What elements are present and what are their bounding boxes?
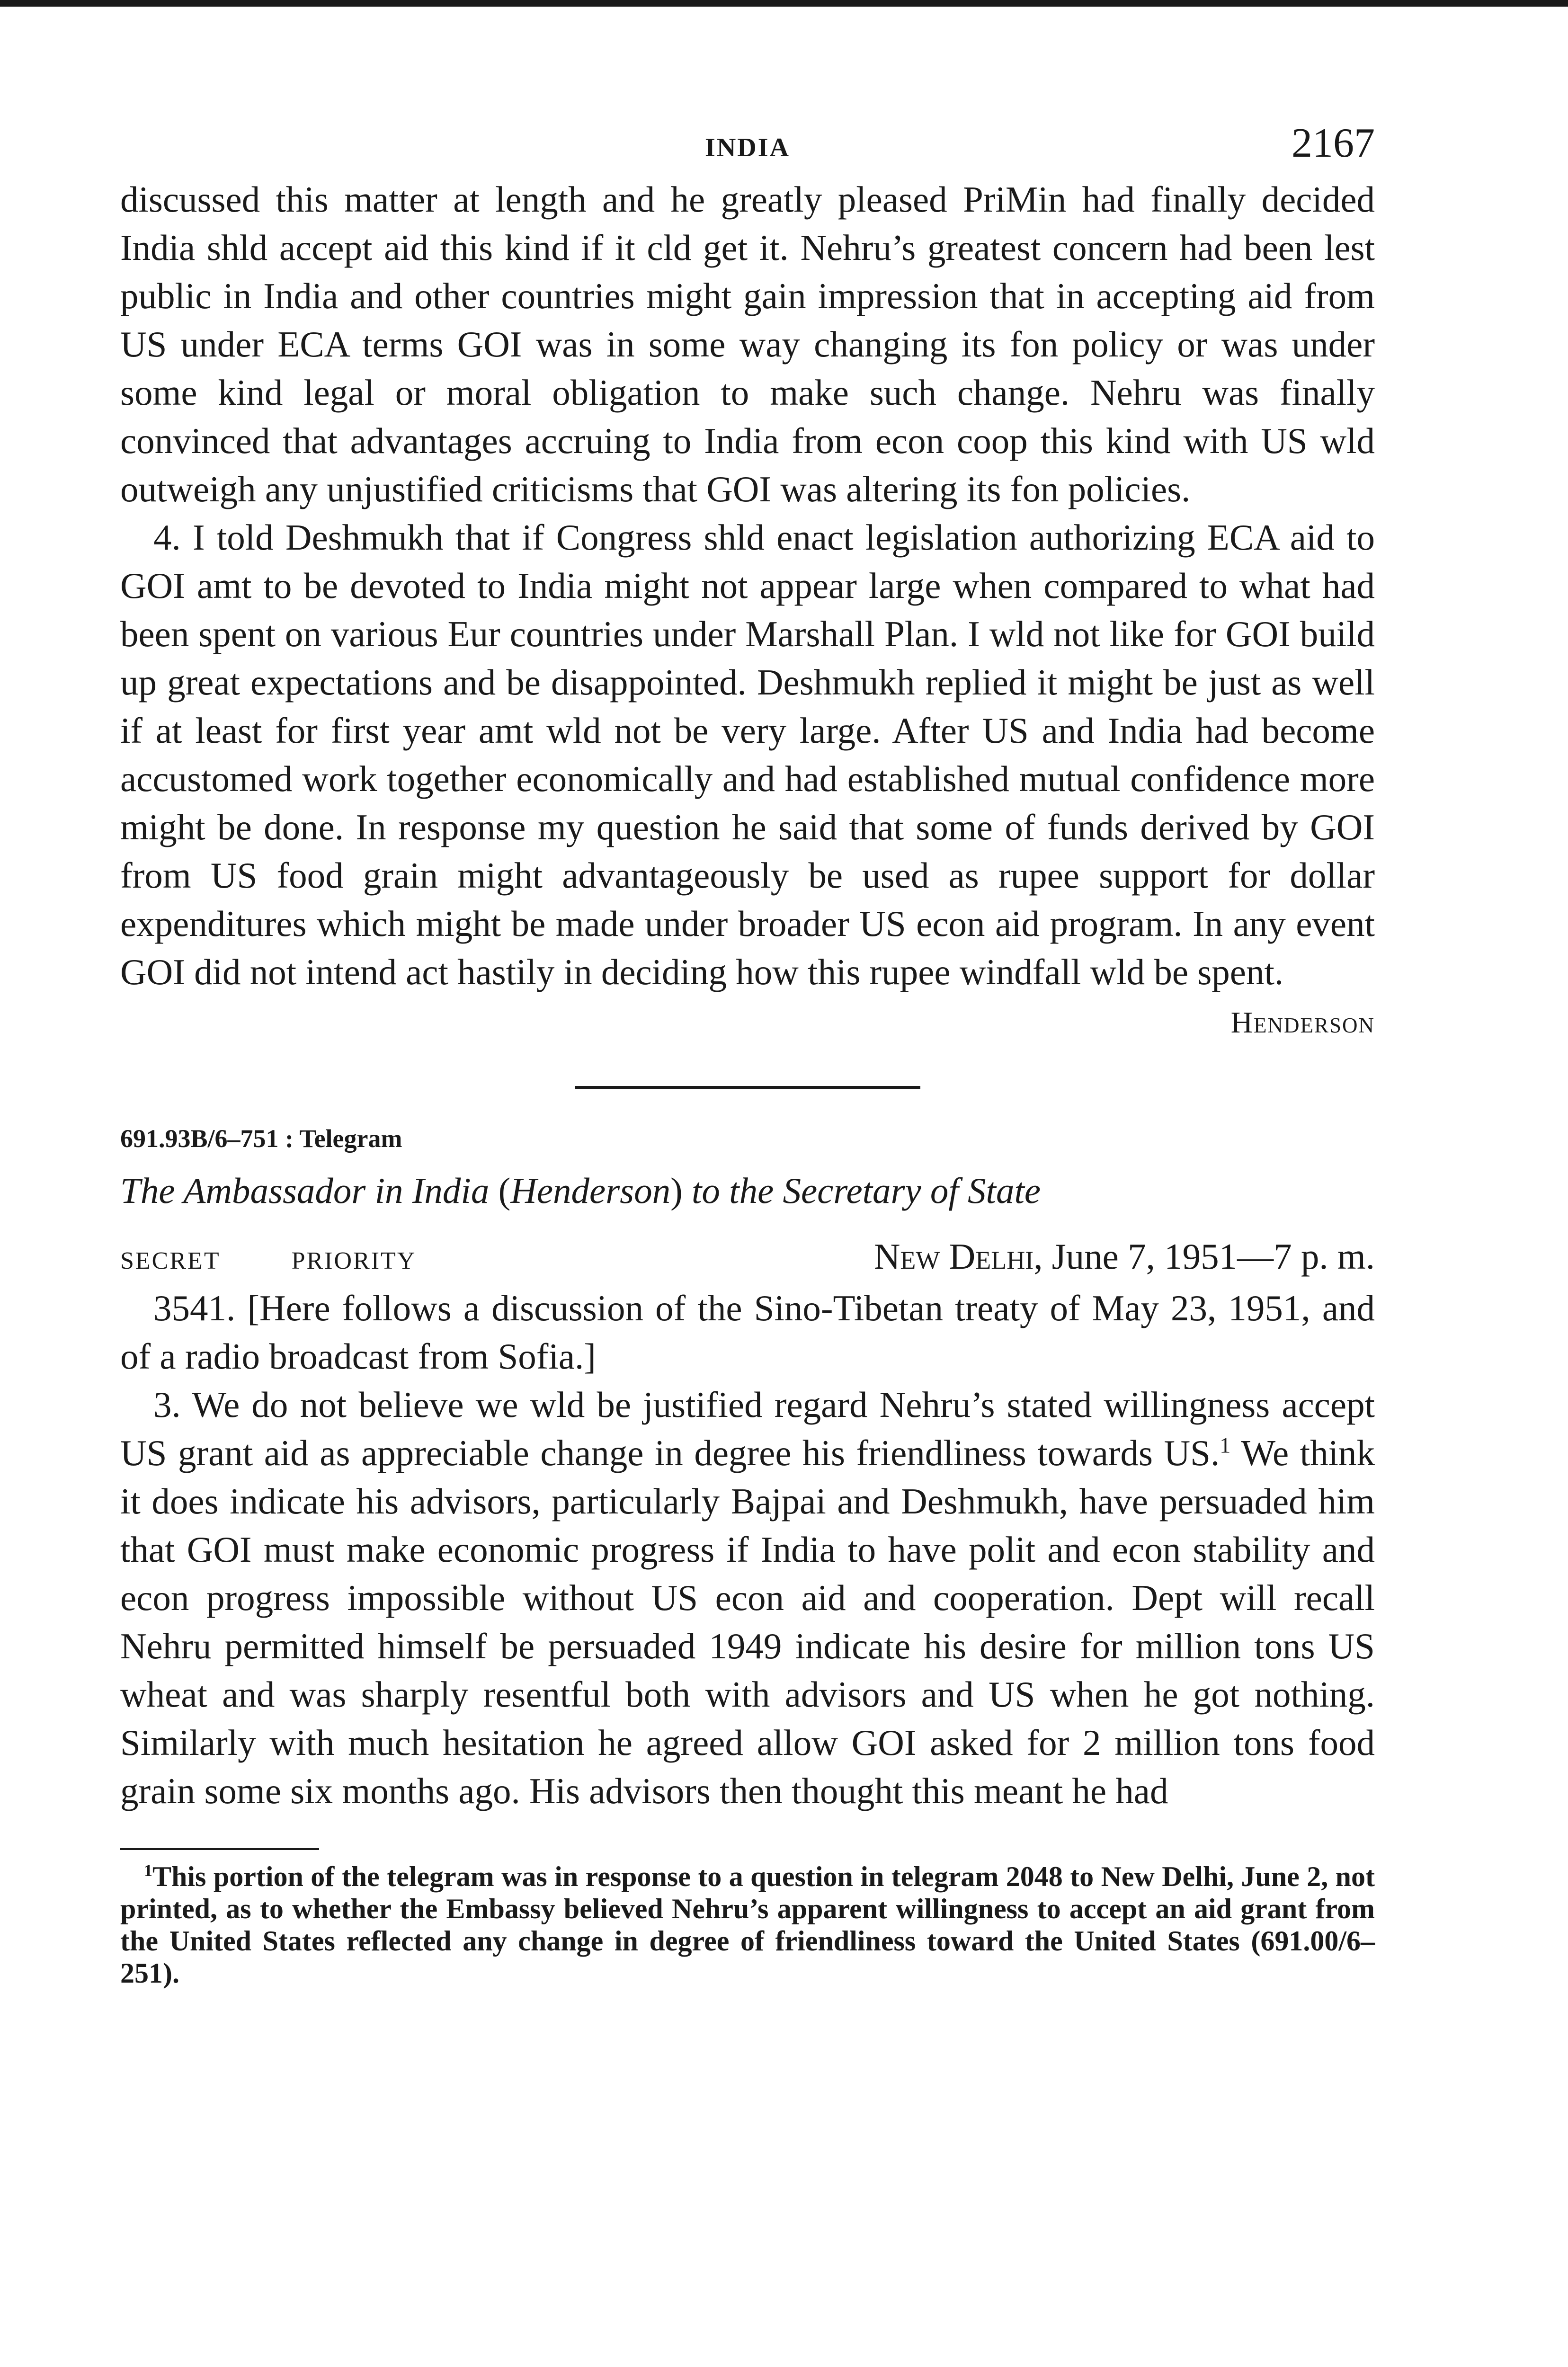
dateline-date: June 7, 1951—7 p. m. xyxy=(1042,1236,1375,1277)
paragraph-1: 3541. [Here follows a discussion of the Sino-Tibetan treaty of May 23, 1951, and of a radio broadcast from Sofia.] xyxy=(120,1288,1375,1377)
dateline-row xyxy=(120,1236,1375,1284)
continued-paragraph: discussed this matter at length and he greatly pleased PriMin had finally decided India shld accept aid this kind if it cld get it. Nehru’s greatest concern had been lest public in India and other countries might gain impression that in accepting aid from US under ECA terms GOI was in some way changing its fon policy or was under some kind legal or moral obligation to make such change. Nehru was finally convinced that advantages accruing to India from econ coop this kind with US wld outweigh any unjustified criticisms that GOI was altering its fon policies. xyxy=(120,179,1375,509)
dateline-place: New Delhi, xyxy=(873,1236,1043,1277)
title-paren-open: ( xyxy=(498,1170,511,1211)
dateline xyxy=(874,1236,1375,1278)
previous-document-body xyxy=(120,175,1375,996)
paragraph-3-part-1: 3. We do not believe we wld be justified regard Nehru’s stated willingness accept US grant aid as appreciable change in degree his friendliness towards US. xyxy=(120,1384,1375,1473)
page xyxy=(120,114,1375,1989)
classification-label: SECRET xyxy=(120,1247,221,1274)
file-reference: 691.93B/6–751 : Telegram xyxy=(120,1124,402,1153)
footnote-rule xyxy=(120,1848,319,1850)
footnote-reference: 1 xyxy=(1220,1433,1231,1458)
title-recipient: to the Secretary of State xyxy=(682,1170,1041,1211)
page-number: 2167 xyxy=(1292,120,1375,166)
top-edge-rule xyxy=(0,0,1568,7)
paragraph-4: 4. I told Deshmukh that if Congress shld enact legislation authorizing ECA aid to GOI amt to be devoted to India might not appear large when compared to what had been spent on various Eur countries under Marshall Plan. I wld not like for GOI build up great expectations and be disappointed. Deshmukh replied it might be just as well if at least for first year amt wld not be very large. After US and India had become accustomed work together economically and had established mutual confidence more might be done. In response my question he said that some of funds derived by GOI from US food grain might advantageously be used as rupee support for dollar expenditures which might be made under broader US econ aid program. In any event GOI did not intend act hastily in deciding how this rupee windfall wld be spent. xyxy=(120,517,1375,992)
title-name: Henderson xyxy=(510,1170,671,1211)
title-paren-close: ) xyxy=(670,1170,683,1211)
paragraph-3 xyxy=(120,1380,1375,1815)
section-divider xyxy=(575,1086,920,1089)
footnote-marker: 1 xyxy=(144,1861,152,1880)
running-head xyxy=(120,114,1375,175)
telegram-body xyxy=(120,1284,1375,1815)
paragraph-3-part-2: We think it does indicate his advisors, particularly Bajpai and Deshmukh, have persuaded him that GOI must make economic progress if India to have polit and econ stability and econ progress impossible without US econ aid and cooperation. Dept will recall Nehru permitted himself be persuaded 1949 indicate his desire for million tons US wheat and was sharply resentful both with advisors and US when he got nothing. Similarly with much hesitation he agreed allow GOI asked for 2 million tons food grain some six months ago. His advisors then thought this meant he had xyxy=(120,1433,1375,1811)
document-title xyxy=(120,1165,1375,1217)
priority-label: PRIORITY xyxy=(291,1247,417,1274)
title-sender: The Ambassador in India xyxy=(120,1170,499,1211)
footnote xyxy=(120,1860,1375,1989)
running-title: INDIA xyxy=(705,133,790,162)
signature: Henderson xyxy=(1230,1006,1375,1039)
footnote-text: This portion of the telegram was in response to a question in telegram 2048 to New Delhi, June 2, not printed, as to whether the Embassy believed Nehru’s apparent willingness to accept an aid grant from the United States reflected any change in degree of friendliness toward the United States (691.00/6–251). xyxy=(120,1861,1375,1989)
